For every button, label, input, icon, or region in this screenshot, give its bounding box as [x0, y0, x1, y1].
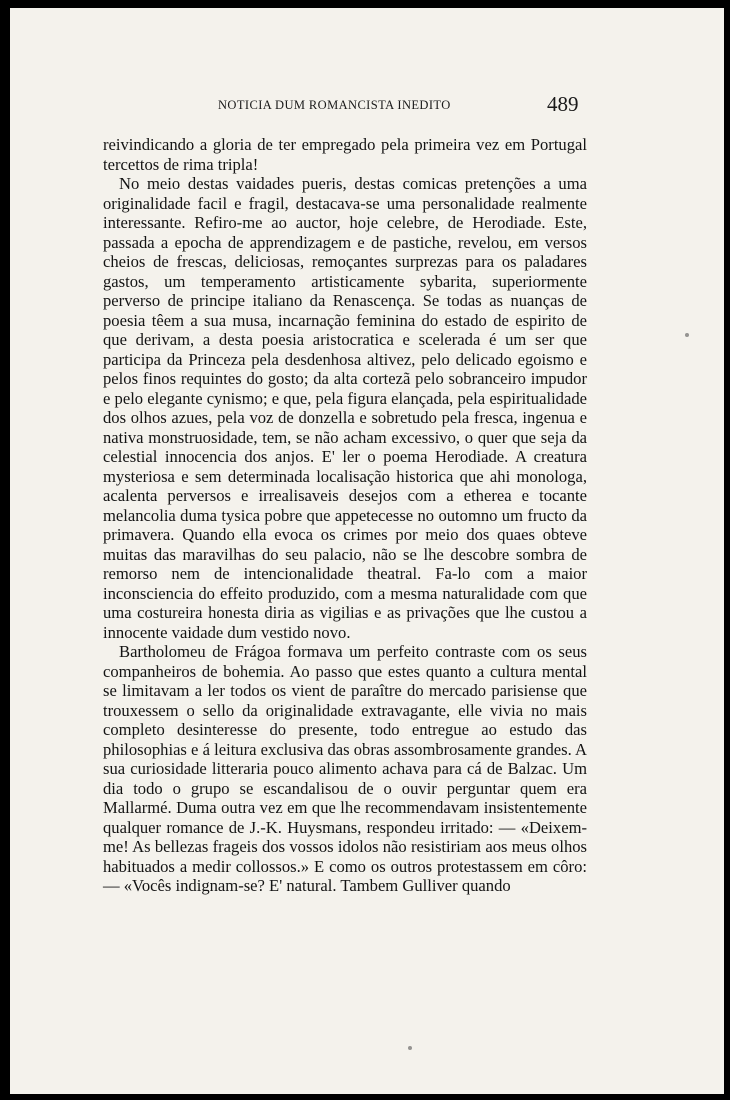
paragraph: reivindicando a gloria de ter empregado pela primeira vez em Portugal tercettos de rima tripla!: [103, 135, 587, 174]
paragraph: No meio destas vaidades pueris, destas comicas pretenções a uma originalidade facil e fragil, destacava-se uma personalidade realmente interessante. Refiro-me ao auctor, hoje celebre, de Herodiade. Este, passada a epocha de apprendizagem e de pastiche, revelou, em versos cheios de frescas, deliciosas, remoçantes surprezas para os paladares gastos, um temperamento artisticamente sybarita, superiormente perverso de principe italiano da Renascença. Se todas as nuanças de poesia têem a sua musa, incarnação feminina do estado de espirito de que derivam, a desta poesia aristocratica e scelerada é um ser que participa da Princeza pela desdenhosa altivez, pelo delicado egoismo e pelos finos requintes do gosto; da alta cortezã pelo sobranceiro impudor e pelo elegante cynismo; e que, pela figura elançada, pela espiritualidade dos olhos azues, pela voz de donzella e sobretudo pela fresca, ingenua e nativa monstruosidade, tem, se não acham excessivo, o quer que seja da celestial innocencia dos anjos. E' ler o poema Herodiade. A creatura mysteriosa e sem determinada localisação historica que ahi monologa, acalenta perversos e irrealisaveis desejos com a etherea e tocante melancolia duma tysica pobre que appetecesse no outomno um fructo da primavera. Quando ella evoca os crimes por meio dos quaes obteve muitas das maravilhas do seu palacio, não se lhe descobre sombra de remorso nem de intencionalidade theatral. Fa-lo com a maior inconsciencia do effeito produzido, com a mesma naturalidade com que uma costureira honesta diria as vigilias e as privações que lhe custou a innocente vaidade dum vestido novo.: [103, 174, 587, 642]
running-title: NOTICIA DUM ROMANCISTA INEDITO: [218, 98, 451, 112]
ink-speck: [408, 1046, 412, 1050]
ink-speck: [685, 333, 689, 337]
body-text: [103, 135, 587, 896]
book-page: [10, 8, 724, 1094]
page-header: [10, 92, 724, 122]
page-number: 489: [547, 92, 579, 116]
paragraph: Bartholomeu de Frágoa formava um perfeito contraste com os seus companheiros de bohemia. Ao passo que estes quanto a cultura mental se limitavam a ler todos os vient de paraître do mercado parisiense que trouxessem o sello da originalidade extravagante, elle vivia no mais completo desinteresse do presente, todo entregue ao estudo das philosophias e á leitura exclusiva das obras assombrosamente grandes. A sua curiosidade litteraria pouco alimento achava para cá de Balzac. Um dia todo o grupo se escandalisou de o ouvir perguntar quem era Mallarmé. Duma outra vez em que lhe recommendavam insistentemente qualquer romance de J.-K. Huysmans, respondeu irritado: — «Deixem-me! As bellezas frageis dos vossos idolos não resistiriam aos meus olhos habituados a medir collossos.» E como os outros protestassem em côro: — «Vocês indignam-se? E' natural. Tambem Gulliver quando: [103, 642, 587, 895]
